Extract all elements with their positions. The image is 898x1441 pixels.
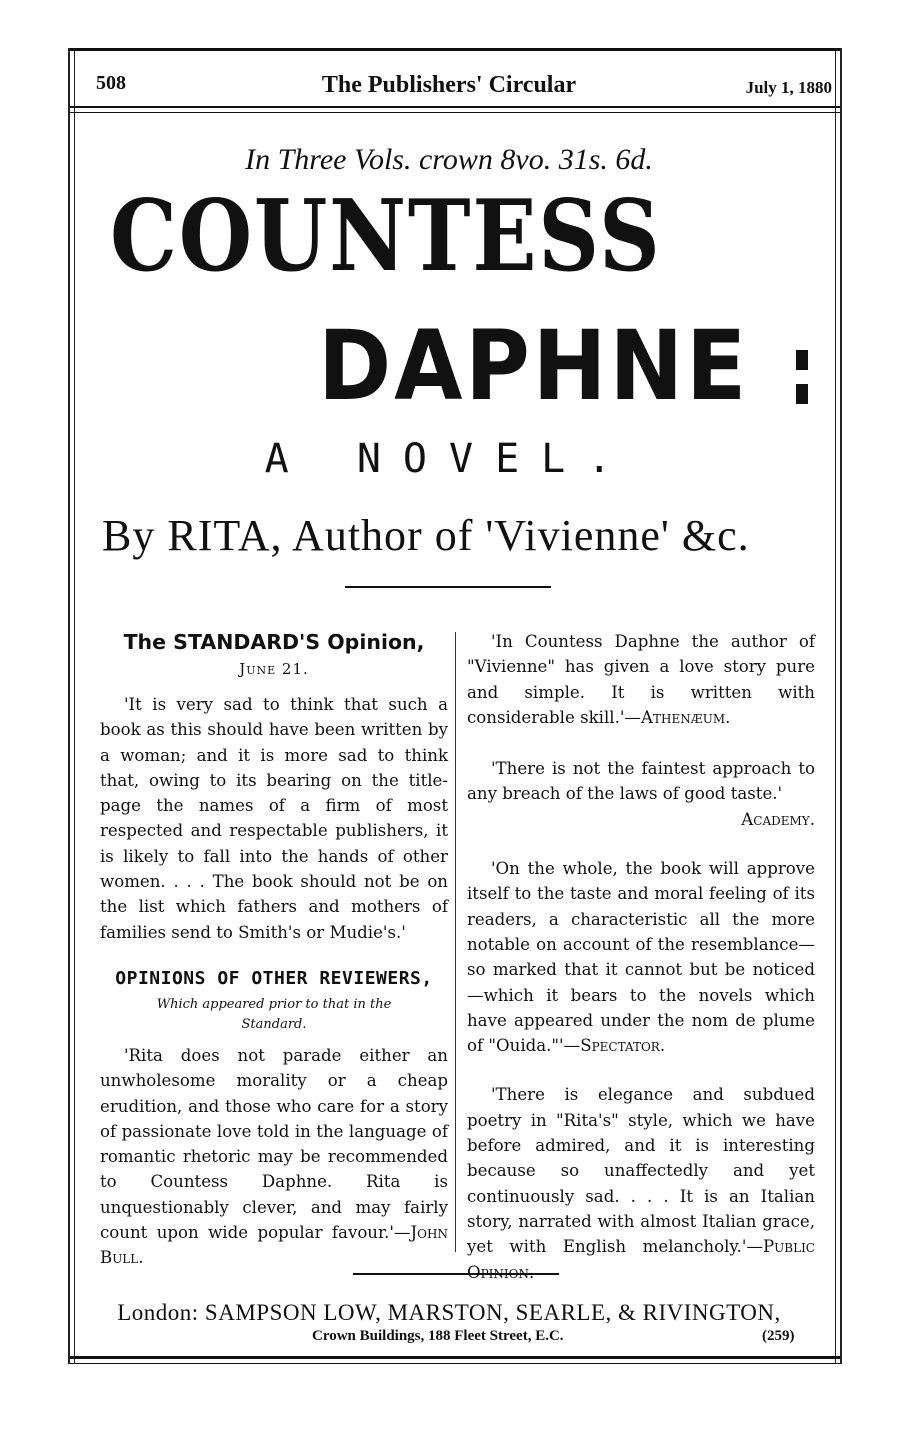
john-bull-quote: 'Rita does not parade either an unwholesome morality or a cheap erudition, and those who care for a story of passionate love told in the language of romantic rhetoric may be recommended to Countess Daphne. Rita is unquestionably clever, and may fairly count upon wide popular favour.'— (100, 1045, 448, 1243)
other-reviewers-subheading: Which appeared prior to that in the Standard. (156, 996, 392, 1032)
author-byline: By RITA, Author of 'Vivienne' &c. (102, 511, 750, 560)
left-column (100, 626, 448, 1271)
academy-source: Academy. (741, 809, 815, 829)
subtitle-a-novel: A NOVEL. (264, 436, 634, 482)
publisher-address: Crown Buildings, 188 Fleet Street, E.C. (312, 1328, 564, 1344)
column-divider (455, 632, 456, 1252)
bottom-border-thin (68, 1363, 842, 1364)
top-border (68, 48, 842, 51)
advert-number: (259) (762, 1328, 795, 1344)
left-border-inner (74, 48, 75, 1364)
left-border (68, 48, 70, 1364)
right-border-inner (835, 48, 836, 1364)
spectator-source: Spectator. (580, 1036, 666, 1056)
john-bull-review (100, 1043, 448, 1271)
public-opinion-quote: 'There is elegance and subdued poetry in "Rita's" style, which we have before admired, and it is interesting because so unaffectedly and yet continuously sad. . . . It is an Italian story, narrated with almost Italian grace, yet with English melancholy.'— (467, 1085, 815, 1257)
title-daphne: DAPHNE (318, 310, 750, 422)
standard-date: June 21. (239, 660, 309, 678)
header-rule-thick (68, 106, 840, 108)
publisher-label: London: (117, 1300, 199, 1325)
volumes-price: In Three Vols. crown 8vo. 31s. 6d. (245, 143, 653, 176)
standard-heading: The STANDARD'S Opinion, (123, 630, 425, 654)
spectator-quote: 'On the whole, the book will approve itself to the taste and moral feeling of its readers, a characteristic all the more notable on account of the resemblance—so marked that it cannot but be noticed—which it bears to the novels which have appeared under the nom de plume of "Ouida."'— (467, 859, 815, 1056)
right-border (840, 48, 842, 1364)
publisher-name: SAMPSON LOW, MARSTON, SEARLE, & RIVINGTON, (204, 1300, 781, 1325)
public-opinion-review (467, 1082, 815, 1284)
title-separator (345, 586, 551, 588)
athenaeum-source: Athenæum. (641, 707, 731, 727)
athenaeum-quote: 'In Countess Daphne the author of "Vivienne" has given a love story pure and simple. It is written with considerable skill.'— (467, 632, 815, 727)
footer-separator (353, 1273, 559, 1275)
issue-date: July 1, 1880 (745, 78, 832, 97)
publisher-line (0, 1300, 898, 1326)
bottom-border (68, 1356, 842, 1359)
academy-quote: 'There is not the faintest approach to any breach of the laws of good taste.' (467, 759, 815, 804)
standard-quote: 'It is very sad to think that such a book as this should have been written by a woman; and it is more sad to think that, owing to its bearing on the title-page the names of a firm of most respected and respectable publishers, it is likely to fall into the hands of other women. . . . The book should not be on the list which fathers and mothers of families send to Smith's or Mudie's.' (100, 695, 448, 942)
right-column (467, 629, 815, 1285)
page-number: 508 (96, 72, 126, 94)
other-reviewers-heading: OPINIONS OF OTHER REVIEWERS, (115, 967, 433, 989)
title-colon-ornament (796, 350, 810, 418)
title-countess: COUNTESS (110, 179, 662, 294)
john-bull-source: John Bull. (100, 1223, 448, 1268)
public-opinion-source: Public (763, 1237, 815, 1257)
athenaeum-review (467, 629, 815, 730)
header-rule-thin (68, 112, 840, 113)
spectator-review (467, 856, 815, 1058)
publication-title: The Publishers' Circular (321, 72, 577, 98)
